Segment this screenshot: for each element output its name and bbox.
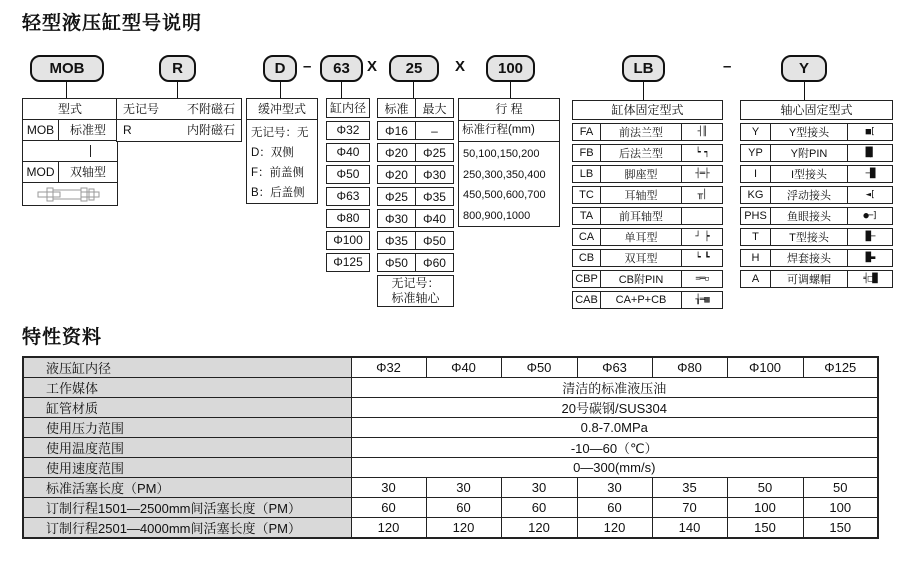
magnet-row	[117, 120, 241, 141]
spec-piston1-value: 100	[803, 498, 878, 518]
spec-bore-value: Φ50	[501, 357, 577, 378]
connector-line	[804, 82, 805, 100]
stroke-line: 50,100,150,200	[463, 148, 540, 160]
rod-mount-name: 浮动接头	[771, 187, 848, 203]
rod-max-value: Φ50	[423, 233, 446, 248]
rod-table-header	[377, 98, 454, 118]
spec-piston1-value: 60	[426, 498, 501, 518]
spec-label: 使用温度范围	[23, 438, 351, 458]
stroke-line: 250,300,350,400	[463, 168, 546, 181]
spec-row-piston2	[23, 518, 878, 539]
spec-value: 20号碳钢/SUS304	[351, 398, 878, 418]
type-table-header: 型式	[23, 99, 117, 120]
bore-table-header: 缸内径	[326, 98, 370, 118]
spec-piston-value: 30	[426, 478, 501, 498]
stroke-values	[459, 142, 559, 228]
stroke-line: 800,900,1000	[463, 209, 531, 222]
body-mount-name: 前法兰型	[601, 124, 682, 140]
body-mount-row	[572, 270, 723, 288]
body-mount-table	[572, 100, 723, 309]
cushion-option: B：后盖侧	[251, 187, 305, 199]
rod-max-value: Φ40	[423, 211, 446, 226]
rod-std-value: Φ16	[378, 122, 416, 139]
bore-value: Φ125	[326, 253, 370, 272]
body-mount-row	[572, 207, 723, 225]
rod-mount-icon: █▬	[865, 253, 875, 263]
rod-std-value: Φ20	[378, 144, 416, 161]
type-name-mod: 双轴型	[69, 165, 106, 179]
rod-row	[377, 209, 454, 228]
spec-row-temp	[23, 438, 878, 458]
rod-std-value: Φ35	[378, 232, 416, 249]
body-mount-code: CA	[573, 229, 601, 245]
body-mount-row	[572, 165, 723, 183]
rod-std-value: Φ50	[378, 254, 416, 271]
spec-row-bore	[23, 357, 878, 378]
code-segment-stroke: 100	[486, 55, 535, 82]
rod-mount-code: A	[741, 271, 771, 287]
bore-value: Φ50	[326, 165, 370, 184]
rod-row	[377, 231, 454, 250]
spec-label: 液压缸内径	[23, 357, 351, 378]
rod-mount-code: PHS	[741, 208, 771, 224]
rod-mount-row	[740, 249, 893, 267]
body-mount-name: CA+P+CB	[601, 292, 682, 308]
magnet-row	[117, 99, 241, 120]
stroke-subheader: 标准行程(mm)	[459, 121, 559, 142]
rod-mount-code: H	[741, 250, 771, 266]
spec-bore-value: Φ125	[803, 357, 878, 378]
body-mount-row	[572, 186, 723, 204]
magnet-code: 无记号	[123, 102, 160, 116]
rod-row	[377, 165, 454, 184]
body-mount-row	[572, 228, 723, 246]
body-mount-name: CB附PIN	[601, 271, 682, 287]
spec-row-pressure	[23, 418, 878, 438]
body-mount-icon: ┘ ┝	[695, 232, 709, 242]
cushion-table-header: 缓冲型式	[247, 99, 317, 120]
bore-value: Φ32	[326, 121, 370, 140]
code-segment-bore: 63	[320, 55, 363, 82]
code-dash-1: –	[303, 58, 312, 75]
double-rod-cylinder-graphic	[34, 185, 106, 203]
body-mount-name: 前耳轴型	[601, 208, 682, 224]
magnet-name: 内附磁石	[186, 123, 235, 137]
spec-piston2-value: 140	[652, 518, 727, 539]
type-name-mob: 标准型	[69, 123, 106, 137]
bore-value: Φ80	[326, 209, 370, 228]
spec-label: 使用压力范围	[23, 418, 351, 438]
connector-line	[280, 82, 281, 98]
spec-bore-value: Φ40	[426, 357, 501, 378]
rod-mount-row	[740, 228, 893, 246]
spec-value: -10—60（℃）	[351, 438, 878, 458]
connector-line	[177, 82, 178, 98]
body-mount-icon: ┧═▦	[695, 295, 709, 305]
spec-piston-value: 30	[577, 478, 652, 498]
spec-value: 0—300(mm/s)	[351, 458, 878, 478]
rod-mount-name: I型接头	[771, 166, 848, 182]
body-mount-icon: ┤║	[697, 127, 707, 137]
rod-header-std: 标准	[378, 99, 416, 117]
rod-max-value: Φ35	[423, 189, 446, 204]
rod-row	[377, 121, 454, 140]
spec-table	[22, 356, 879, 539]
body-mount-code: CBP	[573, 271, 601, 287]
body-mount-row	[572, 144, 723, 162]
connector-line	[510, 82, 511, 98]
type-table	[22, 98, 118, 206]
spec-piston2-value: 150	[803, 518, 878, 539]
magnet-table	[116, 98, 242, 142]
body-mount-code: CAB	[573, 292, 601, 308]
code-segment-mob: MOB	[30, 55, 104, 82]
rod-mount-icon: ■[	[865, 127, 875, 137]
body-mount-name: 双耳型	[601, 250, 682, 266]
connector-line	[413, 82, 414, 98]
body-mount-icon: ┕ ┗	[695, 253, 709, 263]
spec-piston2-value: 120	[577, 518, 652, 539]
spec-label: 缸管材质	[23, 398, 351, 418]
rod-mount-code: T	[741, 229, 771, 245]
body-mount-code: FB	[573, 145, 601, 161]
body-mount-name: 耳轴型	[601, 187, 682, 203]
code-segment-rod-mount: Y	[781, 55, 827, 82]
rod-mount-icon: ◄[	[865, 190, 875, 200]
rod-mount-icon: ─█	[865, 169, 875, 179]
rod-std-value: Φ20	[378, 166, 416, 183]
body-mount-name: 后法兰型	[601, 145, 682, 161]
rod-mount-code: KG	[741, 187, 771, 203]
rod-mount-row	[740, 270, 893, 288]
body-mount-icon: ┤═├	[695, 169, 709, 179]
stroke-table-header: 行 程	[459, 99, 559, 121]
magnet-code: R	[123, 123, 132, 137]
type-code-mob: MOB	[23, 120, 59, 140]
rod-mount-row	[740, 165, 893, 183]
rod-footer-line1: 无记号：	[391, 276, 440, 290]
spec-piston2-value: 120	[501, 518, 577, 539]
body-mount-code: TA	[573, 208, 601, 224]
rod-mount-name: 焊套接头	[771, 250, 848, 266]
magnet-name: 不附磁石	[186, 102, 235, 116]
rod-std-value: Φ25	[378, 188, 416, 205]
bore-table	[326, 98, 370, 272]
body-mount-icon	[682, 208, 722, 224]
page-title: 轻型液压缸型号说明	[22, 13, 203, 34]
body-mount-icon: ╥│	[697, 190, 707, 200]
bore-value: Φ63	[326, 187, 370, 206]
rod-mount-row	[740, 123, 893, 141]
body-mount-code: CB	[573, 250, 601, 266]
code-segment-magnet: R	[159, 55, 196, 82]
body-mount-row	[572, 291, 723, 309]
rod-mount-row	[740, 186, 893, 204]
spec-row-piston	[23, 478, 878, 498]
rod-table	[377, 98, 454, 307]
code-segment-cushion: D	[263, 55, 297, 82]
body-mount-row	[572, 249, 723, 267]
rod-max-value: Φ30	[423, 167, 446, 182]
rod-row	[377, 187, 454, 206]
body-mount-name: 脚座型	[601, 166, 682, 182]
spec-piston2-value: 150	[727, 518, 803, 539]
spec-piston1-value: 60	[577, 498, 652, 518]
rod-mount-table	[740, 100, 893, 288]
spec-row-media	[23, 378, 878, 398]
spec-piston1-value: 100	[727, 498, 803, 518]
rod-mount-icon: ╡□█	[863, 274, 877, 284]
rod-table-footer	[377, 275, 454, 307]
cushion-options	[247, 120, 317, 206]
stroke-table	[458, 98, 560, 227]
rod-mount-name: T型接头	[771, 229, 848, 245]
rod-mount-icon: █─	[865, 232, 875, 242]
connector-line	[341, 82, 342, 98]
spec-piston1-value: 60	[351, 498, 426, 518]
rod-max-value: Φ25	[423, 145, 446, 160]
bore-value: Φ40	[326, 143, 370, 162]
rod-mount-code: I	[741, 166, 771, 182]
rod-header-max: 最大	[422, 101, 447, 116]
section-title: 特性资料	[22, 327, 103, 348]
body-mount-name: 单耳型	[601, 229, 682, 245]
body-mount-row	[572, 123, 723, 141]
cushion-option: D：双侧	[251, 147, 294, 159]
rod-mount-code: YP	[741, 145, 771, 161]
rod-mount-icon: ●─]	[863, 211, 877, 221]
spec-row-speed	[23, 458, 878, 478]
spec-piston-value: 35	[652, 478, 727, 498]
code-x-2: X	[455, 58, 466, 75]
connector-line	[66, 82, 67, 98]
rod-mount-icon: █▌	[865, 148, 875, 158]
rod-mount-name: 鱼眼接头	[771, 208, 848, 224]
rod-row	[377, 143, 454, 162]
cushion-table	[246, 98, 318, 204]
type-code-mod: MOD	[23, 162, 59, 182]
rod-mount-code: Y	[741, 124, 771, 140]
code-dash-2: –	[723, 58, 732, 75]
spec-bore-value: Φ32	[351, 357, 426, 378]
body-mount-icon: =═▫	[695, 274, 709, 284]
rod-mount-name: 可调螺帽	[771, 271, 848, 287]
rod-mount-row	[740, 207, 893, 225]
rod-mount-name: Y型接头	[771, 124, 848, 140]
spec-label: 订制行程1501—2500mm间活塞长度（PM）	[23, 498, 351, 518]
spec-row-tube	[23, 398, 878, 418]
rod-max-value: –	[431, 123, 438, 138]
rod-row	[377, 253, 454, 272]
spec-piston1-value: 70	[652, 498, 727, 518]
rod-std-value: Φ30	[378, 210, 416, 227]
spec-label: 使用速度范围	[23, 458, 351, 478]
spec-piston-value: 30	[351, 478, 426, 498]
rod-mount-header: 轴心固定型式	[740, 100, 893, 120]
code-segment-rod: 25	[389, 55, 439, 82]
body-mount-code: LB	[573, 166, 601, 182]
body-mount-code: TC	[573, 187, 601, 203]
rod-footer-line2: 标准轴心	[391, 291, 440, 305]
spec-row-piston1	[23, 498, 878, 518]
spec-label: 工作媒体	[23, 378, 351, 398]
connector-line	[643, 82, 644, 100]
rod-mount-name: Y附PIN	[771, 145, 848, 161]
code-x-1: X	[367, 58, 378, 75]
spec-bore-value: Φ100	[727, 357, 803, 378]
spec-label: 标准活塞长度（PM）	[23, 478, 351, 498]
spec-value: 清洁的标准液压油	[351, 378, 878, 398]
spec-label: 订制行程2501—4000mm间活塞长度（PM）	[23, 518, 351, 539]
body-mount-icon: ┕ ┑	[695, 148, 709, 158]
spec-piston2-value: 120	[426, 518, 501, 539]
body-mount-code: FA	[573, 124, 601, 140]
spec-piston-value: 30	[501, 478, 577, 498]
spec-piston1-value: 60	[501, 498, 577, 518]
spec-piston-value: 50	[727, 478, 803, 498]
spec-bore-value: Φ63	[577, 357, 652, 378]
single-rod-graphic	[90, 145, 91, 157]
spec-piston-value: 50	[803, 478, 878, 498]
cushion-option: 无记号：无	[251, 127, 309, 139]
spec-piston2-value: 120	[351, 518, 426, 539]
bore-value: Φ100	[326, 231, 370, 250]
body-mount-header: 缸体固定型式	[572, 100, 723, 120]
spec-bore-value: Φ80	[652, 357, 727, 378]
rod-max-value: Φ60	[423, 255, 446, 270]
spec-value: 0.8-7.0MPa	[351, 418, 878, 438]
rod-mount-row	[740, 144, 893, 162]
stroke-line: 450,500,600,700	[463, 189, 546, 201]
code-segment-body-mount: LB	[622, 55, 665, 82]
cushion-option: F：前盖侧	[251, 167, 305, 179]
